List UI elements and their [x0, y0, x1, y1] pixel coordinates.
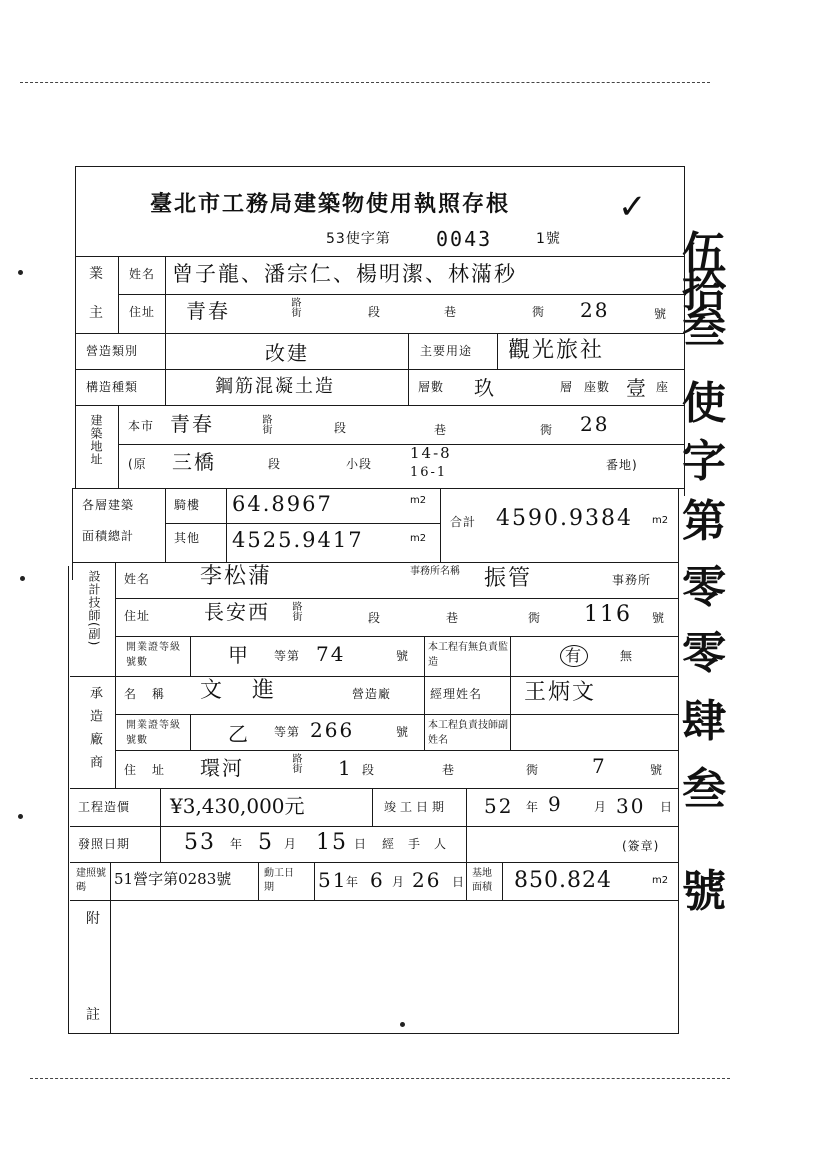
construction-type-value: 改建	[265, 341, 309, 365]
designer-license-suffix: 號	[396, 649, 410, 663]
completion-label: 竣工日期	[384, 800, 449, 814]
owner-address-street: 青春	[186, 299, 230, 323]
designer-office-label: 事務所名稱	[410, 566, 460, 577]
start-day-label: 日	[452, 875, 466, 889]
designer-name-label: 姓名	[124, 572, 151, 586]
form-title: 臺北市工務局建築物使用執照存根	[150, 191, 511, 217]
cost-label: 工程造價	[78, 800, 131, 814]
floors-unit: 層	[560, 380, 574, 394]
building-permit-label: 建照號碼	[76, 868, 106, 893]
permit-number: 0043	[436, 227, 493, 251]
completion-year-label: 年	[526, 800, 540, 814]
building-permit-value: 51營字第0283號	[114, 870, 232, 888]
site-group-label: 建築地址	[89, 414, 103, 466]
buildings-unit: 座	[656, 380, 670, 394]
seal-label: (簽章)	[622, 839, 660, 853]
contractor-license-suffix: 號	[396, 725, 410, 739]
designer-office-value: 振管	[484, 566, 533, 591]
contractor-license-label: 開業證等級號數	[126, 720, 181, 746]
site-road-label: 路街	[260, 414, 271, 434]
arcade-value: 64.8967	[232, 492, 333, 516]
manager-value: 王炳文	[524, 680, 597, 705]
buildings-value: 壹	[626, 376, 648, 400]
designer-lane-label: 巷	[446, 611, 460, 625]
start-month-label: 月	[392, 875, 406, 889]
site-number-value: 28	[580, 412, 610, 436]
designer-address-label: 住址	[124, 609, 151, 623]
issue-month: 5	[258, 830, 274, 855]
issue-day-label: 日	[354, 837, 368, 851]
owner-address-label: 住址	[129, 305, 156, 319]
supervision-label: 本工程有無負責監造	[428, 642, 508, 668]
side-stamp-char: 零	[682, 562, 726, 613]
notes-label-bottom: 註	[86, 1007, 101, 1023]
area-label-2: 面積總計	[82, 529, 135, 543]
site-lot-value-1: 14-8	[410, 444, 452, 462]
contractor-section-label: 段	[362, 763, 376, 777]
notes-label-top: 附	[86, 911, 101, 927]
contractor-license-prefix: 等第	[274, 725, 301, 739]
side-stamp-char: 第	[682, 496, 726, 547]
owner-name-value: 曾子龍、潘宗仁、楊明潔、林滿秒	[172, 262, 517, 286]
site-city-label: 本市	[128, 419, 155, 433]
completion-year: 52	[484, 794, 514, 818]
contractor-license-number: 266	[310, 718, 355, 742]
designer-number-value: 116	[584, 602, 632, 627]
side-stamp-char: 使	[682, 378, 726, 429]
scan-edge-bottom	[30, 1078, 730, 1079]
site-street-value: 青春	[170, 412, 214, 436]
floors-label: 層數	[418, 380, 445, 394]
punch-hole-mark	[18, 270, 23, 275]
side-stamp-char: 字	[682, 436, 726, 487]
designer-license-number: 74	[316, 642, 346, 666]
completion-day-label: 日	[660, 800, 674, 814]
designer-section-label: 段	[368, 611, 382, 625]
contractor-name-label: 名稱	[124, 687, 181, 701]
issue-date-label: 發照日期	[78, 837, 131, 851]
designer-license-grade: 甲	[228, 643, 250, 667]
other-area-unit: m2	[410, 533, 427, 544]
total-area-value: 4590.9384	[496, 506, 633, 531]
designer-office-suffix: 事務所	[612, 573, 652, 587]
total-area-unit: m2	[652, 515, 669, 526]
owner-name-label: 姓名	[129, 267, 156, 281]
site-lot-value-2: 16-1	[410, 465, 448, 480]
owner-section-label: 段	[368, 305, 382, 319]
construction-type-label: 營造類別	[86, 344, 139, 358]
main-use-label: 主要用途	[420, 344, 473, 358]
permit-prefix: 53使字第	[326, 231, 391, 247]
designer-name-value: 李松蒲	[200, 564, 273, 589]
site-section-label: 段	[334, 421, 348, 435]
permit-suffix: 1號	[536, 231, 561, 247]
site-alley-label: 衖	[540, 423, 554, 437]
structure-type-label: 構造種類	[86, 380, 139, 394]
side-stamp-char: 號	[682, 866, 726, 917]
site-original-label: (原	[128, 457, 147, 471]
arcade-unit: m2	[410, 495, 427, 506]
cost-value: ¥3,430,000元	[170, 794, 305, 818]
contractor-number-label: 號	[650, 763, 664, 777]
designer-address-street: 長安西	[204, 600, 270, 624]
start-day: 26	[412, 868, 442, 892]
owner-group-label-bottom: 主	[89, 305, 104, 321]
engineer-label: 本工程負責技師副姓名	[428, 720, 508, 746]
issue-year: 53	[184, 830, 216, 855]
site-original-value: 三橋	[172, 450, 216, 474]
supervision-value: 有	[560, 645, 588, 667]
buildings-label: 座數	[584, 380, 611, 394]
other-area-label: 其他	[174, 531, 201, 545]
structure-type-value: 鋼筋混凝土造	[215, 376, 335, 397]
scan-edge-top	[20, 82, 710, 83]
contractor-alley-label: 衖	[526, 763, 540, 777]
site-lane-label: 巷	[434, 423, 448, 437]
contractor-group-label: 承造廠商	[87, 686, 102, 778]
side-stamp-char: 叁	[682, 764, 726, 815]
other-area-value: 4525.9417	[232, 528, 364, 552]
contractor-lane-label: 巷	[442, 763, 456, 777]
designer-license-prefix: 等第	[274, 649, 301, 663]
owner-number-value: 28	[580, 298, 610, 322]
side-stamp-char: 伍	[682, 228, 726, 279]
designer-number-label: 號	[652, 611, 666, 625]
owner-number-label: 號	[654, 307, 668, 321]
site-lot-label: 番地)	[606, 458, 638, 472]
total-area-label: 合計	[450, 515, 477, 529]
site-section2-label: 段	[268, 457, 282, 471]
contractor-name-value: 文進	[200, 678, 305, 703]
punch-hole-mark	[20, 576, 25, 581]
area-label-1: 各層建築	[82, 498, 135, 512]
start-year-label: 年	[346, 875, 360, 889]
start-year: 51	[318, 868, 348, 892]
owner-lane-label: 巷	[444, 305, 458, 319]
punch-hole-mark	[18, 814, 23, 819]
owner-group-label-top: 業	[89, 266, 104, 282]
designer-group-label: 設計技師(副)	[87, 570, 101, 647]
start-month: 6	[370, 868, 385, 892]
side-stamp-char: 叁	[682, 302, 726, 353]
notes-area	[112, 902, 676, 1032]
site-subsection-label: 小段	[346, 457, 373, 471]
contractor-license-grade: 乙	[228, 722, 250, 746]
contractor-name-suffix: 營造廠	[352, 687, 392, 701]
site-area-label: 基地面積	[472, 868, 492, 893]
side-stamp-char: 拾	[682, 266, 726, 317]
main-use-value: 觀光旅社	[508, 338, 605, 363]
completion-day: 30	[616, 794, 646, 818]
issue-day: 15	[316, 830, 348, 855]
side-stamp-char: 零	[682, 628, 726, 679]
completion-month-label: 月	[594, 800, 608, 814]
check-mark: ✓	[618, 187, 649, 227]
site-area-value: 850.824	[514, 868, 612, 893]
floors-value: 玖	[474, 376, 496, 400]
supervision-other: 無	[620, 649, 634, 663]
designer-license-label: 開業證等級號數	[126, 642, 181, 668]
handler-label: 經手人	[382, 837, 461, 851]
owner-road-label: 路街	[289, 297, 300, 317]
contractor-address-label: 住址	[124, 763, 181, 777]
issue-month-label: 月	[284, 837, 298, 851]
issue-year-label: 年	[230, 837, 244, 851]
contractor-address-street: 環河	[200, 756, 244, 780]
contractor-road-label: 路街	[290, 753, 301, 773]
contractor-number-value: 7	[592, 754, 607, 778]
completion-month: 9	[548, 792, 563, 816]
side-stamp-char: 肆	[682, 696, 726, 747]
arcade-label: 騎樓	[174, 498, 201, 512]
site-area-unit: m2	[652, 875, 669, 886]
designer-alley-label: 衖	[528, 611, 542, 625]
start-date-label: 動工日期	[264, 868, 294, 893]
owner-alley-label: 衖	[532, 305, 546, 319]
designer-road-label: 路街	[290, 601, 301, 621]
manager-label: 經理姓名	[430, 687, 483, 701]
contractor-section-value: 1	[338, 756, 353, 780]
